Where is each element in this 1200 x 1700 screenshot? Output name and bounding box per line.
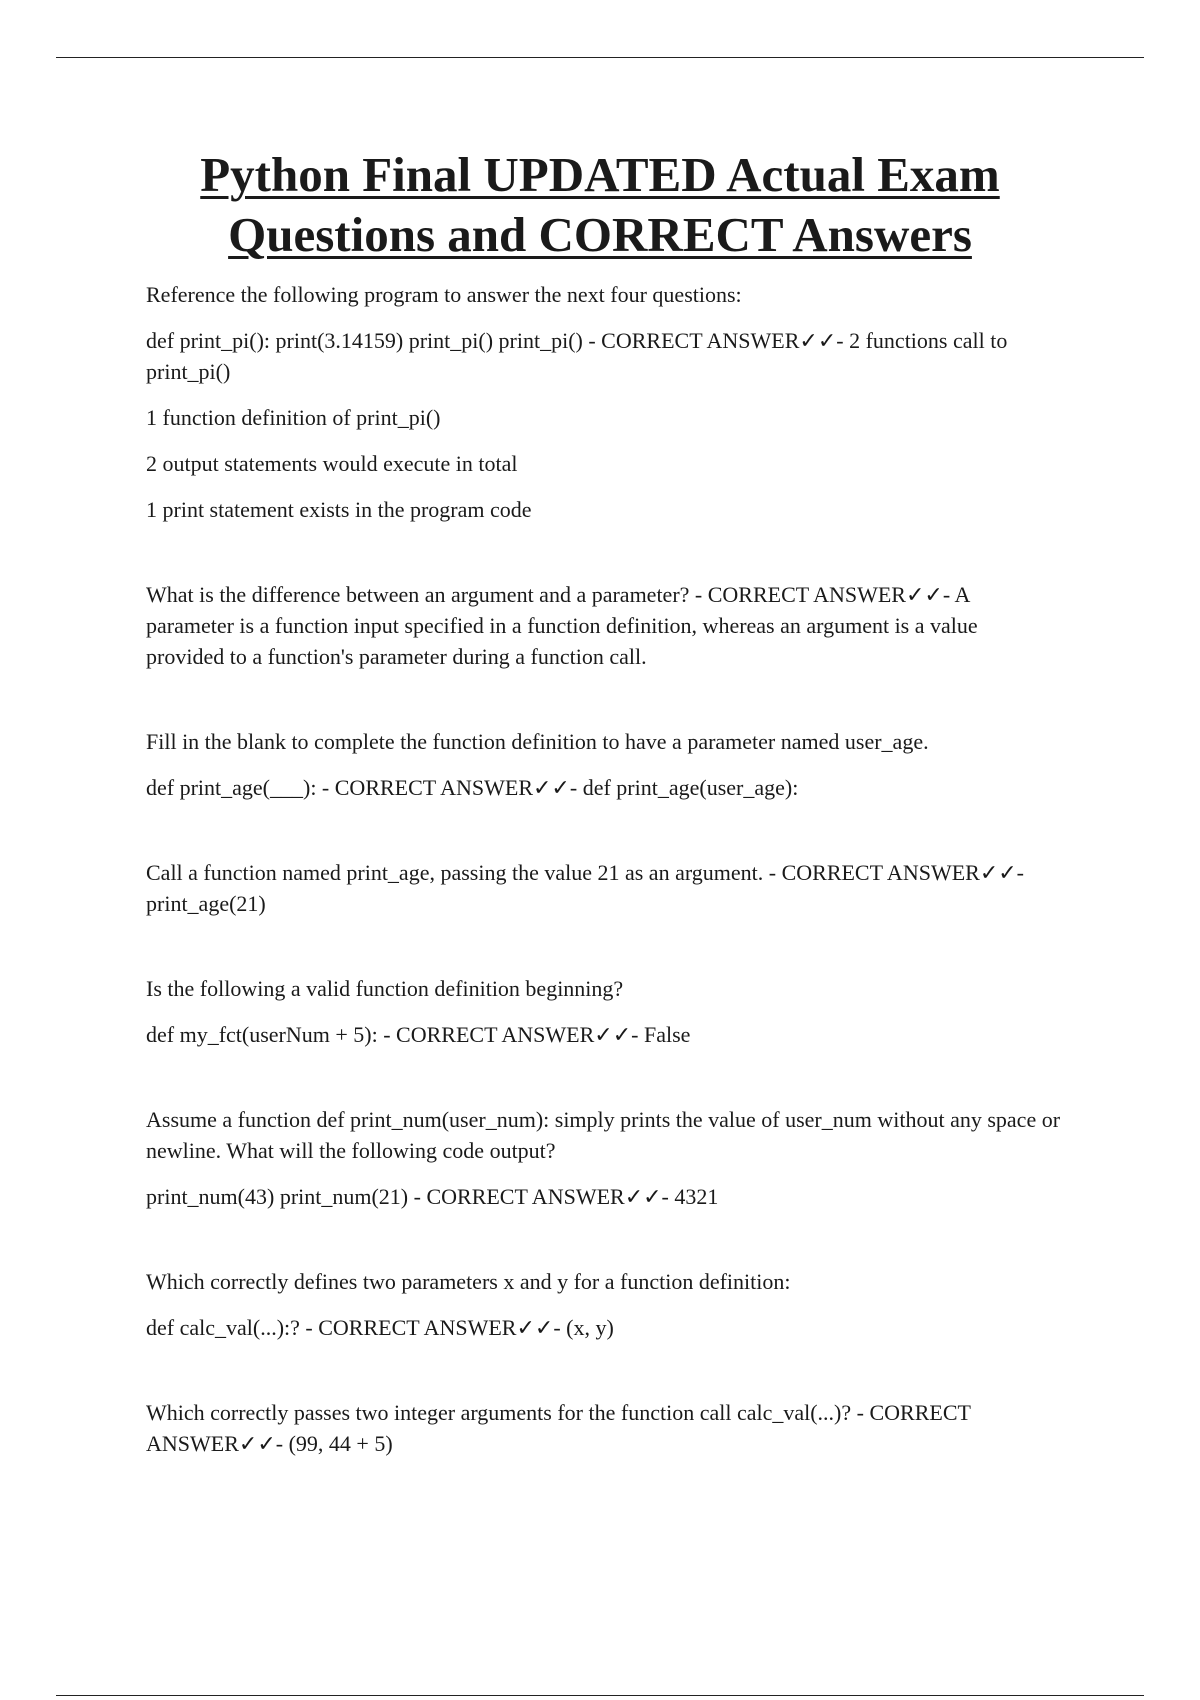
paragraph-q6: Assume a function def print_num(user_num): simply prints the value of user_num without any space or newline. What will the following code output? [146,1107,1061,1163]
title-line-2: Questions and CORRECT Answers [228,207,972,262]
paragraph-q3-answer: def print_age(___): - CORRECT ANSWER✓✓- def print_age(user_age): [146,775,799,800]
paragraph-intro: Reference the following program to answer the next four questions: [146,282,742,307]
paragraph-q4: Call a function named print_age, passing the value 21 as an argument. - CORRECT ANSWER✓✓- print_age(21) [146,860,1025,916]
paragraph-q3: Fill in the blank to complete the function definition to have a parameter named user_age. [146,729,929,754]
paragraph-q8: Which correctly passes two integer arguments for the function call calc_val(...)? - CORRECT ANSWER✓✓- (99, 44 + 5) [146,1400,971,1456]
paragraph-q6-answer: print_num(43) print_num(21) - CORRECT ANSWER✓✓- 4321 [146,1184,719,1209]
document-title [0,145,1200,265]
document-body [146,279,1061,1474]
paragraph-q2: What is the difference between an argument and a parameter? - CORRECT ANSWER✓✓- A parameter is a function input specified in a function definition, whereas an argument is a value provided to a function's parameter during a function call. [146,582,978,669]
paragraph-q1: def print_pi(): print(3.14159) print_pi() print_pi() - CORRECT ANSWER✓✓- 2 functions call to print_pi() [146,328,1008,384]
top-rule [56,57,1144,58]
title-line-1: Python Final UPDATED Actual Exam [200,147,1000,202]
bottom-rule [56,1695,1144,1696]
paragraph-q1-answer-2: 1 function definition of print_pi() [146,405,441,430]
paragraph-q7: Which correctly defines two parameters x and y for a function definition: [146,1269,791,1294]
paragraph-q7-answer: def calc_val(...):? - CORRECT ANSWER✓✓- (x, y) [146,1315,614,1340]
paragraph-q5-answer: def my_fct(userNum + 5): - CORRECT ANSWER✓✓- False [146,1022,691,1047]
paragraph-q5: Is the following a valid function definition beginning? [146,976,624,1001]
paragraph-q1-answer-3: 2 output statements would execute in total [146,451,518,476]
paragraph-q1-answer-4: 1 print statement exists in the program code [146,497,532,522]
